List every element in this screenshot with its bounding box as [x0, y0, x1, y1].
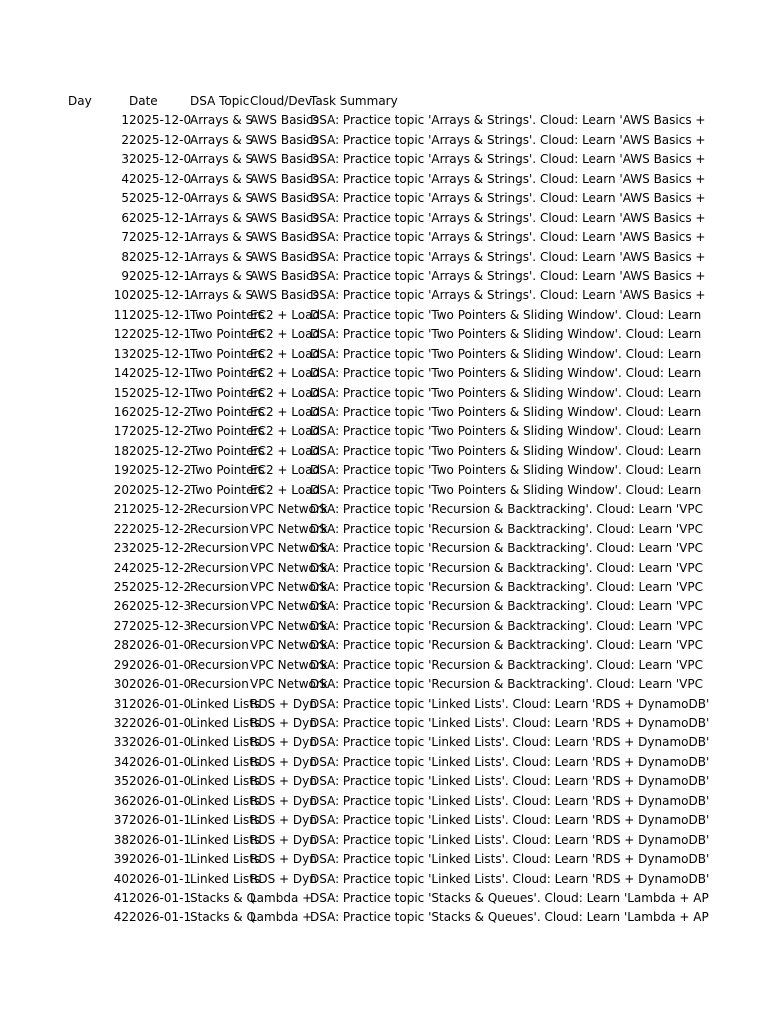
cell-day[interactable]: 27	[113, 618, 129, 633]
table-row	[68, 753, 710, 772]
cell-date[interactable]: 2026-01-0	[129, 793, 192, 808]
cell-dsa-topic[interactable]: Two Pointers	[190, 482, 265, 497]
cell-task-summary[interactable]: DSA: Practice topic 'Arrays & Strings'. Cloud: Learn 'AWS Basics +	[310, 249, 706, 264]
cell-day[interactable]: 41	[113, 890, 129, 905]
cell-dsa-topic[interactable]: Recursion	[190, 579, 249, 594]
cell-dsa-topic[interactable]: Recursion	[190, 638, 249, 653]
cell-date[interactable]: 2026-01-0	[129, 677, 192, 692]
cell-day[interactable]: 39	[113, 852, 129, 867]
cell-date[interactable]: 2026-01-1	[129, 910, 192, 925]
table-row	[68, 831, 710, 850]
cell-cloud-dev[interactable]: VPC Network	[250, 502, 328, 517]
cell-date[interactable]: 2025-12-0	[129, 132, 192, 147]
cell-date[interactable]: 2025-12-2	[129, 463, 192, 478]
cell-cloud-dev[interactable]: VPC Network	[250, 560, 328, 575]
cell-task-summary[interactable]: DSA: Practice topic 'Recursion & Backtracking'. Cloud: Learn 'VPC	[310, 579, 703, 594]
cell-date[interactable]: 2025-12-1	[129, 307, 192, 322]
table-row	[68, 325, 702, 344]
cell-day[interactable]: 10	[113, 288, 129, 303]
table-row	[68, 209, 706, 228]
cell-task-summary[interactable]: DSA: Practice topic 'Two Pointers & Sliding Window'. Cloud: Learn	[310, 405, 702, 419]
cell-task-summary[interactable]: DSA: Practice topic 'Recursion & Backtracking'. Cloud: Learn 'VPC	[310, 638, 703, 653]
cell-task-summary[interactable]: DSA: Practice topic 'Arrays & Strings'. Cloud: Learn 'AWS Basics +	[310, 171, 706, 186]
cell-date[interactable]: 2025-12-2	[129, 443, 192, 458]
cell-date[interactable]: 2026-01-1	[129, 832, 192, 847]
cell-day[interactable]: 14	[113, 366, 129, 381]
cell-dsa-topic[interactable]: Arrays & S	[190, 113, 254, 128]
cell-day[interactable]: 5	[121, 191, 129, 206]
cell-date[interactable]: 2025-12-1	[129, 268, 192, 283]
cell-task-summary[interactable]: DSA: Practice topic 'Two Pointers & Sliding Window'. Cloud: Learn	[310, 424, 702, 439]
cell-date[interactable]: 2026-01-1	[129, 852, 192, 867]
table-row	[68, 656, 703, 675]
cell-cloud-dev[interactable]: EC2 + Load	[250, 307, 321, 322]
cell-dsa-topic[interactable]: Two Pointers	[190, 307, 265, 322]
cell-dsa-topic[interactable]: Arrays & S	[190, 132, 254, 147]
cell-task-summary[interactable]: DSA: Practice topic 'Arrays & Strings'. Cloud: Learn 'AWS Basics +	[310, 210, 706, 225]
cell-task-summary[interactable]: DSA: Practice topic 'Arrays & Strings'. Cloud: Learn 'AWS Basics +	[310, 152, 706, 167]
cell-task-summary[interactable]: DSA: Practice topic 'Arrays & Strings'. Cloud: Learn 'AWS Basics +	[310, 113, 706, 128]
table-row	[68, 870, 710, 889]
cell-date[interactable]: 2026-01-0	[129, 774, 192, 789]
cell-date[interactable]: 2025-12-1	[129, 288, 192, 303]
cell-date[interactable]: 2025-12-1	[129, 327, 192, 342]
cell-cloud-dev[interactable]: RDS + Dyn	[250, 832, 317, 847]
cell-cloud-dev[interactable]: RDS + Dyn	[250, 696, 317, 711]
cell-day[interactable]: 35	[113, 774, 129, 789]
cell-cloud-dev[interactable]: EC2 + Load	[250, 366, 321, 381]
cell-date[interactable]: 2025-12-2	[129, 521, 192, 536]
cell-day[interactable]: 20	[113, 482, 129, 497]
table-row	[68, 578, 703, 597]
cell-task-summary[interactable]: DSA: Practice topic 'Linked Lists'. Cloud: Learn 'RDS + DynamoDB'	[310, 871, 710, 886]
table-row	[68, 306, 702, 325]
cell-cloud-dev[interactable]: AWS Basics	[250, 113, 319, 128]
cell-date[interactable]: 2025-12-3	[129, 599, 192, 614]
header-day[interactable]: Day	[68, 94, 92, 108]
cell-date[interactable]: 2025-12-2	[129, 541, 192, 556]
cell-day[interactable]: 1	[121, 113, 129, 128]
cell-dsa-topic[interactable]: Arrays & S	[190, 230, 254, 245]
cell-cloud-dev[interactable]: EC2 + Load	[250, 424, 321, 439]
cell-cloud-dev[interactable]: AWS Basics	[250, 152, 319, 167]
cell-cloud-dev[interactable]: RDS + Dyn	[250, 754, 317, 769]
cell-dsa-topic[interactable]: Recursion	[190, 618, 249, 633]
cell-day[interactable]: 7	[121, 230, 129, 245]
cell-task-summary[interactable]: DSA: Practice topic 'Recursion & Backtracking'. Cloud: Learn 'VPC	[310, 657, 703, 672]
cell-dsa-topic[interactable]: Arrays & S	[190, 152, 254, 167]
cell-day[interactable]: 22	[113, 521, 129, 536]
cell-date[interactable]: 2025-12-1	[129, 366, 192, 381]
table-row	[68, 733, 710, 752]
cell-date[interactable]: 2026-01-0	[129, 696, 192, 711]
cell-dsa-topic[interactable]: Linked Lists	[190, 852, 261, 867]
cell-dsa-topic[interactable]: Recursion	[190, 677, 249, 692]
cell-date[interactable]: 2025-12-1	[129, 249, 192, 264]
table-row	[68, 248, 706, 267]
cell-cloud-dev[interactable]: AWS Basics	[250, 268, 319, 283]
table-row	[68, 811, 710, 830]
cell-dsa-topic[interactable]: Two Pointers	[190, 327, 265, 342]
cell-cloud-dev[interactable]: EC2 + Load	[250, 405, 321, 419]
cell-task-summary[interactable]: DSA: Practice topic 'Recursion & Backtracking'. Cloud: Learn 'VPC	[310, 502, 703, 517]
header-dsa-topic[interactable]: DSA Topic	[190, 94, 250, 108]
cell-cloud-dev[interactable]: AWS Basics	[250, 171, 319, 186]
cell-day[interactable]: 29	[113, 657, 129, 672]
cell-dsa-topic[interactable]: Recursion	[190, 541, 249, 556]
cell-task-summary[interactable]: DSA: Practice topic 'Two Pointers & Sliding Window'. Cloud: Learn	[310, 463, 702, 478]
cell-cloud-dev[interactable]: AWS Basics	[250, 288, 319, 303]
cell-date[interactable]: 2025-12-2	[129, 579, 192, 594]
cell-task-summary[interactable]: DSA: Practice topic 'Recursion & Backtracking'. Cloud: Learn 'VPC	[310, 599, 703, 614]
cell-date[interactable]: 2025-12-1	[129, 230, 192, 245]
cell-cloud-dev[interactable]: RDS + Dyn	[250, 793, 317, 808]
cell-task-summary[interactable]: DSA: Practice topic 'Stacks & Queues'. Cloud: Learn 'Lambda + AP	[310, 890, 709, 905]
cell-day[interactable]: 23	[113, 541, 129, 556]
table-row	[68, 559, 703, 578]
cell-task-summary[interactable]: DSA: Practice topic 'Recursion & Backtracking'. Cloud: Learn 'VPC	[310, 521, 703, 536]
cell-dsa-topic[interactable]: Linked Lists	[190, 774, 261, 789]
cell-date[interactable]: 2025-12-1	[129, 346, 192, 361]
table-row	[68, 364, 702, 383]
cell-task-summary[interactable]: DSA: Practice topic 'Recursion & Backtracking'. Cloud: Learn 'VPC	[310, 541, 703, 556]
table-row	[68, 170, 706, 189]
cell-dsa-topic[interactable]: Arrays & S	[190, 171, 254, 186]
cell-task-summary[interactable]: DSA: Practice topic 'Linked Lists'. Cloud: Learn 'RDS + DynamoDB'	[310, 754, 710, 769]
table-row	[68, 908, 709, 927]
table-row	[68, 461, 702, 480]
cell-task-summary[interactable]: DSA: Practice topic 'Two Pointers & Sliding Window'. Cloud: Learn	[310, 327, 702, 342]
table-row	[68, 442, 702, 461]
cell-date[interactable]: 2026-01-0	[129, 638, 192, 653]
table-row	[68, 636, 703, 655]
cell-day[interactable]: 40	[113, 871, 129, 886]
cell-task-summary[interactable]: DSA: Practice topic 'Arrays & Strings'. Cloud: Learn 'AWS Basics +	[310, 230, 706, 245]
spreadsheet-grid	[68, 92, 710, 928]
cell-date[interactable]: 2026-01-1	[129, 890, 192, 905]
cell-date[interactable]: 2025-12-1	[129, 385, 192, 400]
cell-task-summary[interactable]: DSA: Practice topic 'Linked Lists'. Cloud: Learn 'RDS + DynamoDB'	[310, 716, 710, 730]
cell-dsa-topic[interactable]: Arrays & S	[190, 210, 254, 225]
cell-day[interactable]: 34	[113, 754, 129, 769]
cell-cloud-dev[interactable]: VPC Network	[250, 677, 328, 692]
cell-dsa-topic[interactable]: Stacks & Q	[190, 910, 256, 925]
cell-cloud-dev[interactable]: EC2 + Load	[250, 443, 321, 458]
cell-day[interactable]: 31	[113, 696, 129, 711]
cell-cloud-dev[interactable]: VPC Network	[250, 618, 328, 633]
cell-cloud-dev[interactable]: VPC Network	[250, 521, 328, 536]
cell-task-summary[interactable]: DSA: Practice topic 'Two Pointers & Sliding Window'. Cloud: Learn	[310, 307, 702, 322]
cell-cloud-dev[interactable]: AWS Basics	[250, 132, 319, 147]
table-row	[68, 714, 710, 733]
cell-cloud-dev[interactable]: RDS + Dyn	[250, 852, 317, 867]
cell-date[interactable]: 2025-12-2	[129, 502, 192, 517]
cell-dsa-topic[interactable]: Two Pointers	[190, 424, 265, 439]
cell-task-summary[interactable]: DSA: Practice topic 'Two Pointers & Sliding Window'. Cloud: Learn	[310, 385, 702, 400]
table-row	[68, 889, 709, 908]
cell-day[interactable]: 8	[121, 249, 129, 264]
cell-cloud-dev[interactable]: VPC Network	[250, 579, 328, 594]
cell-date[interactable]: 2026-01-1	[129, 871, 192, 886]
data-rows	[68, 111, 710, 927]
header-cloud-dev[interactable]: Cloud/Dev	[250, 94, 313, 108]
cell-cloud-dev[interactable]: EC2 + Load	[250, 463, 321, 478]
table-row	[68, 384, 702, 403]
cell-date[interactable]: 2026-01-0	[129, 657, 192, 672]
cell-day[interactable]: 17	[113, 424, 129, 439]
cell-date[interactable]: 2026-01-0	[129, 735, 192, 750]
cell-dsa-topic[interactable]: Linked Lists	[190, 813, 261, 828]
table-row	[68, 675, 703, 694]
table-row	[68, 150, 706, 169]
cell-task-summary[interactable]: DSA: Practice topic 'Two Pointers & Sliding Window'. Cloud: Learn	[310, 366, 702, 381]
cell-day[interactable]: 6	[121, 210, 129, 225]
table-row	[68, 189, 706, 208]
table-row	[68, 850, 710, 869]
cell-cloud-dev[interactable]: AWS Basics	[250, 249, 319, 264]
cell-day[interactable]: 30	[113, 677, 129, 692]
cell-date[interactable]: 2025-12-2	[129, 424, 192, 439]
table-row	[68, 792, 710, 811]
cell-cloud-dev[interactable]: VPC Network	[250, 541, 328, 556]
cell-day[interactable]: 36	[113, 793, 129, 808]
cell-dsa-topic[interactable]: Arrays & S	[190, 268, 254, 283]
cell-day[interactable]: 9	[121, 268, 129, 283]
cell-task-summary[interactable]: DSA: Practice topic 'Linked Lists'. Cloud: Learn 'RDS + DynamoDB'	[310, 832, 710, 847]
cell-date[interactable]: 2025-12-0	[129, 113, 192, 128]
cell-date[interactable]: 2025-12-2	[129, 482, 192, 497]
table-row	[68, 500, 703, 519]
cell-day[interactable]: 3	[121, 152, 129, 167]
cell-dsa-topic[interactable]: Linked Lists	[190, 716, 261, 730]
cell-dsa-topic[interactable]: Recursion	[190, 502, 249, 517]
table-row	[68, 597, 703, 616]
cell-cloud-dev[interactable]: RDS + Dyn	[250, 716, 317, 730]
cell-date[interactable]: 2025-12-2	[129, 405, 192, 419]
cell-dsa-topic[interactable]: Recursion	[190, 560, 249, 575]
header-date[interactable]: Date	[129, 94, 158, 108]
cell-dsa-topic[interactable]: Recursion	[190, 599, 249, 614]
cell-cloud-dev[interactable]: EC2 + Load	[250, 346, 321, 361]
cell-dsa-topic[interactable]: Two Pointers	[190, 443, 265, 458]
cell-task-summary[interactable]: DSA: Practice topic 'Arrays & Strings'. Cloud: Learn 'AWS Basics +	[310, 191, 706, 206]
cell-day[interactable]: 28	[113, 638, 129, 653]
cell-day[interactable]: 38	[113, 832, 129, 847]
cell-task-summary[interactable]: DSA: Practice topic 'Recursion & Backtracking'. Cloud: Learn 'VPC	[310, 560, 703, 575]
table-row	[68, 481, 702, 500]
cell-date[interactable]: 2026-01-1	[129, 813, 192, 828]
cell-cloud-dev[interactable]: AWS Basics	[250, 230, 319, 245]
cell-cloud-dev[interactable]: Lambda +	[250, 910, 313, 925]
cell-dsa-topic[interactable]: Two Pointers	[190, 366, 265, 381]
cell-date[interactable]: 2026-01-0	[129, 754, 192, 769]
cell-date[interactable]: 2025-12-0	[129, 191, 192, 206]
table-row	[68, 695, 710, 714]
cell-dsa-topic[interactable]: Linked Lists	[190, 696, 261, 711]
cell-date[interactable]: 2026-01-0	[129, 716, 192, 730]
cell-day[interactable]: 16	[113, 405, 129, 419]
cell-date[interactable]: 2025-12-0	[129, 171, 192, 186]
cell-cloud-dev[interactable]: RDS + Dyn	[250, 871, 317, 886]
table-row	[68, 228, 706, 247]
cell-cloud-dev[interactable]: AWS Basics	[250, 210, 319, 225]
header-row	[68, 92, 673, 111]
cell-task-summary[interactable]: DSA: Practice topic 'Recursion & Backtracking'. Cloud: Learn 'VPC	[310, 677, 703, 692]
cell-task-summary[interactable]: DSA: Practice topic 'Arrays & Strings'. Cloud: Learn 'AWS Basics +	[310, 132, 706, 147]
cell-cloud-dev[interactable]: Lambda +	[250, 890, 313, 905]
table-row	[68, 403, 702, 422]
cell-day[interactable]: 42	[113, 910, 129, 925]
cell-date[interactable]: 2025-12-0	[129, 152, 192, 167]
cell-day[interactable]: 4	[121, 171, 129, 186]
cell-day[interactable]: 12	[113, 327, 129, 342]
cell-dsa-topic[interactable]: Linked Lists	[190, 754, 261, 769]
cell-day[interactable]: 37	[113, 813, 129, 828]
cell-cloud-dev[interactable]: VPC Network	[250, 599, 328, 614]
cell-dsa-topic[interactable]: Linked Lists	[190, 871, 261, 886]
cell-day[interactable]: 24	[113, 560, 129, 575]
cell-task-summary[interactable]: DSA: Practice topic 'Linked Lists'. Cloud: Learn 'RDS + DynamoDB'	[310, 735, 710, 750]
cell-cloud-dev[interactable]: VPC Network	[250, 657, 328, 672]
cell-task-summary[interactable]: DSA: Practice topic 'Linked Lists'. Cloud: Learn 'RDS + DynamoDB'	[310, 852, 710, 867]
cell-task-summary[interactable]: DSA: Practice topic 'Stacks & Queues'. Cloud: Learn 'Lambda + AP	[310, 910, 709, 925]
cell-dsa-topic[interactable]: Linked Lists	[190, 832, 261, 847]
cell-cloud-dev[interactable]: EC2 + Load	[250, 327, 321, 342]
cell-date[interactable]: 2025-12-1	[129, 210, 192, 225]
cell-cloud-dev[interactable]: AWS Basics	[250, 191, 319, 206]
table-row	[68, 111, 706, 130]
cell-day[interactable]: 32	[113, 716, 129, 730]
cell-dsa-topic[interactable]: Arrays & S	[190, 249, 254, 264]
cell-dsa-topic[interactable]: Arrays & S	[190, 288, 254, 303]
table-row	[68, 520, 703, 539]
cell-task-summary[interactable]: DSA: Practice topic 'Linked Lists'. Cloud: Learn 'RDS + DynamoDB'	[310, 696, 710, 711]
cell-dsa-topic[interactable]: Linked Lists	[190, 735, 261, 750]
cell-day[interactable]: 11	[113, 307, 129, 322]
cell-dsa-topic[interactable]: Linked Lists	[190, 793, 261, 808]
table-row	[68, 617, 703, 636]
cell-day[interactable]: 25	[113, 579, 129, 594]
cell-day[interactable]: 21	[113, 502, 129, 517]
cell-task-summary[interactable]: DSA: Practice topic 'Linked Lists'. Cloud: Learn 'RDS + DynamoDB'	[310, 793, 710, 808]
cell-day[interactable]: 33	[113, 735, 129, 750]
cell-cloud-dev[interactable]: RDS + Dyn	[250, 813, 317, 828]
cell-dsa-topic[interactable]: Recursion	[190, 521, 249, 536]
cell-task-summary[interactable]: DSA: Practice topic 'Linked Lists'. Cloud: Learn 'RDS + DynamoDB'	[310, 813, 710, 828]
cell-task-summary[interactable]: DSA: Practice topic 'Recursion & Backtracking'. Cloud: Learn 'VPC	[310, 618, 703, 633]
table-row	[68, 422, 702, 441]
cell-task-summary[interactable]: DSA: Practice topic 'Linked Lists'. Cloud: Learn 'RDS + DynamoDB'	[310, 774, 710, 789]
cell-cloud-dev[interactable]: VPC Network	[250, 638, 328, 653]
table-row	[68, 286, 706, 305]
cell-cloud-dev[interactable]: RDS + Dyn	[250, 774, 317, 789]
cell-task-summary[interactable]: DSA: Practice topic 'Arrays & Strings'. Cloud: Learn 'AWS Basics +	[310, 288, 706, 303]
table-row	[68, 267, 706, 286]
cell-day[interactable]: 13	[113, 346, 129, 361]
cell-day[interactable]: 15	[113, 385, 129, 400]
table-row	[68, 131, 706, 150]
cell-day[interactable]: 19	[113, 463, 129, 478]
table-row	[68, 539, 703, 558]
cell-cloud-dev[interactable]: EC2 + Load	[250, 385, 321, 400]
cell-task-summary[interactable]: DSA: Practice topic 'Two Pointers & Sliding Window'. Cloud: Learn	[310, 346, 702, 361]
cell-dsa-topic[interactable]: Stacks & Q	[190, 890, 256, 905]
table-row	[68, 345, 702, 364]
cell-dsa-topic[interactable]: Two Pointers	[190, 463, 265, 478]
cell-dsa-topic[interactable]: Two Pointers	[190, 346, 265, 361]
cell-task-summary[interactable]: DSA: Practice topic 'Two Pointers & Sliding Window'. Cloud: Learn	[310, 443, 702, 458]
cell-task-summary[interactable]: DSA: Practice topic 'Arrays & Strings'. Cloud: Learn 'AWS Basics +	[310, 268, 706, 283]
cell-dsa-topic[interactable]: Two Pointers	[190, 385, 265, 400]
cell-day[interactable]: 2	[121, 132, 129, 147]
cell-date[interactable]: 2025-12-3	[129, 618, 192, 633]
table-row	[68, 772, 710, 791]
cell-date[interactable]: 2025-12-2	[129, 560, 192, 575]
cell-cloud-dev[interactable]: RDS + Dyn	[250, 735, 317, 750]
cell-dsa-topic[interactable]: Arrays & S	[190, 191, 254, 206]
cell-dsa-topic[interactable]: Two Pointers	[190, 405, 265, 419]
cell-dsa-topic[interactable]: Recursion	[190, 657, 249, 672]
cell-cloud-dev[interactable]: EC2 + Load	[250, 482, 321, 497]
header-task-summary[interactable]: Task Summary	[310, 94, 398, 108]
cell-day[interactable]: 18	[113, 443, 129, 458]
cell-task-summary[interactable]: DSA: Practice topic 'Two Pointers & Sliding Window'. Cloud: Learn	[310, 482, 702, 497]
cell-day[interactable]: 26	[113, 599, 129, 614]
